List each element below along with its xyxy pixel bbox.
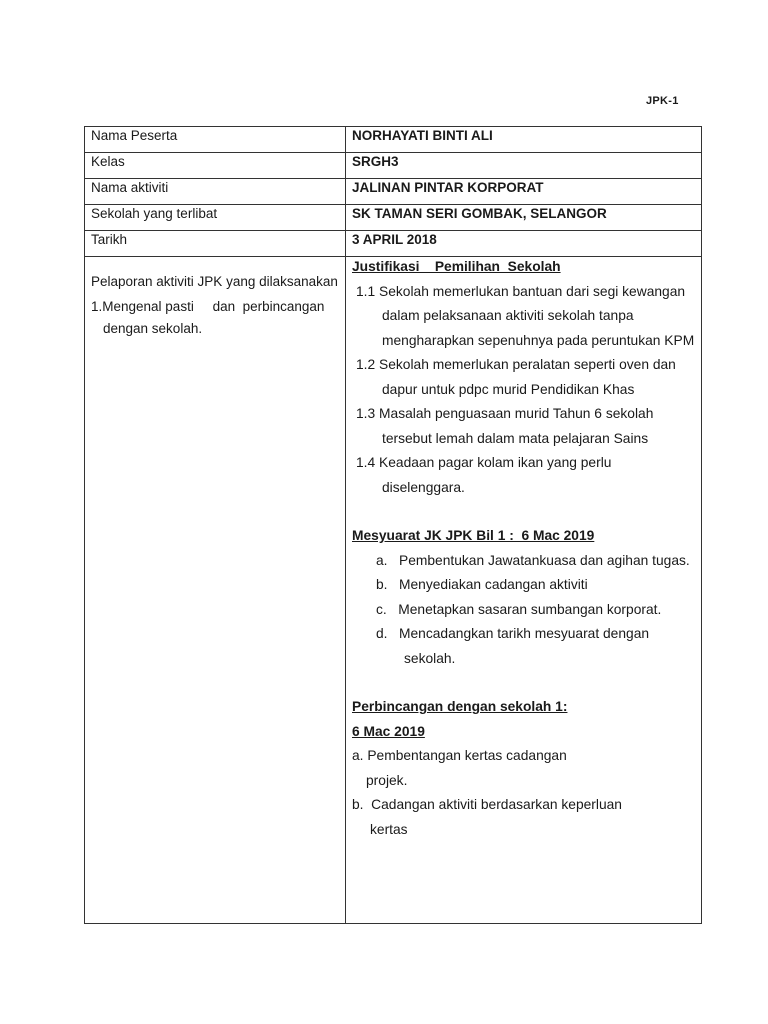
document-code: JPK-1 xyxy=(646,95,679,107)
mesyuarat-item-b-letter: b. xyxy=(376,577,388,592)
label-tarikh: Tarikh xyxy=(85,231,346,257)
label-nama-aktiviti: Nama aktiviti xyxy=(85,179,346,205)
report-left-cell xyxy=(85,257,346,924)
row-report-body xyxy=(85,257,702,924)
justifikasi-item-1-line3: mengharapkan sepenuhnya pada peruntukan KPM xyxy=(382,332,695,348)
perbincangan-heading: Perbincangan dengan sekolah 1: xyxy=(352,699,568,714)
justifikasi-item-4-num: 1.4 xyxy=(356,455,376,470)
justifikasi-item-2-line2: dapur untuk pdpc murid Pendidikan Khas xyxy=(382,381,635,397)
justifikasi-item-4 xyxy=(352,451,695,500)
report-right-cell xyxy=(346,257,702,924)
mesyuarat-item-c-text: Menetapkan sasaran sumbangan korporat. xyxy=(398,601,662,617)
value-tarikh: 3 APRIL 2018 xyxy=(346,231,702,257)
justifikasi-item-2 xyxy=(352,353,695,402)
perbincangan-item-a-line2: projek. xyxy=(366,772,408,788)
mesyuarat-item-a xyxy=(376,549,695,574)
perbincangan-item-b-line1: b. Cadangan aktiviti berdasarkan keperluan xyxy=(352,797,622,812)
perbincangan-item-a-line1: a. Pembentangan kertas cadangan xyxy=(352,748,567,763)
justifikasi-item-4-line1: Keadaan pagar kolam ikan yang perlu xyxy=(379,455,612,470)
row-kelas xyxy=(85,153,702,179)
perbincangan-item-b xyxy=(352,793,695,842)
report-item-1 xyxy=(91,298,339,337)
justifikasi-item-3 xyxy=(352,402,695,451)
report-item-1-line1: 1.Mengenal pasti dan perbincangan xyxy=(91,299,325,314)
justifikasi-item-2-num: 1.2 xyxy=(356,357,376,372)
justifikasi-item-1-line2: dalam pelaksanaan aktiviti sekolah tanpa xyxy=(382,308,634,323)
mesyuarat-item-c xyxy=(376,598,695,623)
report-item-1-line2: dengan sekolah. xyxy=(103,321,203,336)
justifikasi-item-4-line2: diselenggara. xyxy=(382,479,465,495)
justifikasi-item-3-line1: Masalah penguasaan murid Tahun 6 sekolah xyxy=(379,406,654,421)
perbincangan-item-b-line2: kertas xyxy=(370,821,408,837)
justifikasi-item-1 xyxy=(352,280,695,354)
mesyuarat-item-d-letter: d. xyxy=(376,626,388,641)
mesyuarat-item-b xyxy=(376,573,695,598)
report-title: Pelaporan aktiviti JPK yang dilaksanakan xyxy=(91,274,338,289)
mesyuarat-item-a-text: Pembentukan Jawatankuasa dan agihan tugas. xyxy=(399,552,690,568)
activity-report-table xyxy=(84,126,702,924)
row-sekolah xyxy=(85,205,702,231)
mesyuarat-heading: Mesyuarat JK JPK Bil 1 : 6 Mac 2019 xyxy=(352,528,595,543)
label-kelas: Kelas xyxy=(85,153,346,179)
row-tarikh xyxy=(85,231,702,257)
justifikasi-item-2-line1: Sekolah memerlukan peralatan seperti oven dan xyxy=(379,357,676,372)
perbincangan-date: 6 Mac 2019 xyxy=(352,723,425,739)
justifikasi-item-3-num: 1.3 xyxy=(356,406,376,421)
mesyuarat-list xyxy=(352,549,695,672)
value-nama-aktiviti: JALINAN PINTAR KORPORAT xyxy=(346,179,702,205)
value-kelas: SRGH3 xyxy=(346,153,702,179)
justifikasi-item-3-line2: tersebut lemah dalam mata pelajaran Sains xyxy=(382,430,649,446)
mesyuarat-item-d xyxy=(376,622,695,671)
justifikasi-item-1-num: 1.1 xyxy=(356,283,376,299)
value-nama-peserta: NORHAYATI BINTI ALI xyxy=(346,127,702,153)
justifikasi-item-1-line1: Sekolah memerlukan bantuan dari segi kewangan xyxy=(379,283,686,299)
row-nama-aktiviti xyxy=(85,179,702,205)
mesyuarat-item-b-text: Menyediakan cadangan aktiviti xyxy=(399,577,588,592)
mesyuarat-item-d-text: Mencadangkan tarikh mesyuarat dengan xyxy=(399,626,650,641)
mesyuarat-item-a-letter: a. xyxy=(376,552,388,568)
mesyuarat-item-c-letter: c. xyxy=(376,601,387,617)
label-sekolah: Sekolah yang terlibat xyxy=(85,205,346,231)
label-nama-peserta: Nama Peserta xyxy=(85,127,346,153)
value-sekolah: SK TAMAN SERI GOMBAK, SELANGOR xyxy=(346,205,702,231)
justifikasi-heading: Justifikasi Pemilihan Sekolah xyxy=(352,259,561,274)
row-nama-peserta xyxy=(85,127,702,153)
mesyuarat-item-d-line2: sekolah. xyxy=(404,650,456,666)
perbincangan-item-a xyxy=(352,744,695,793)
